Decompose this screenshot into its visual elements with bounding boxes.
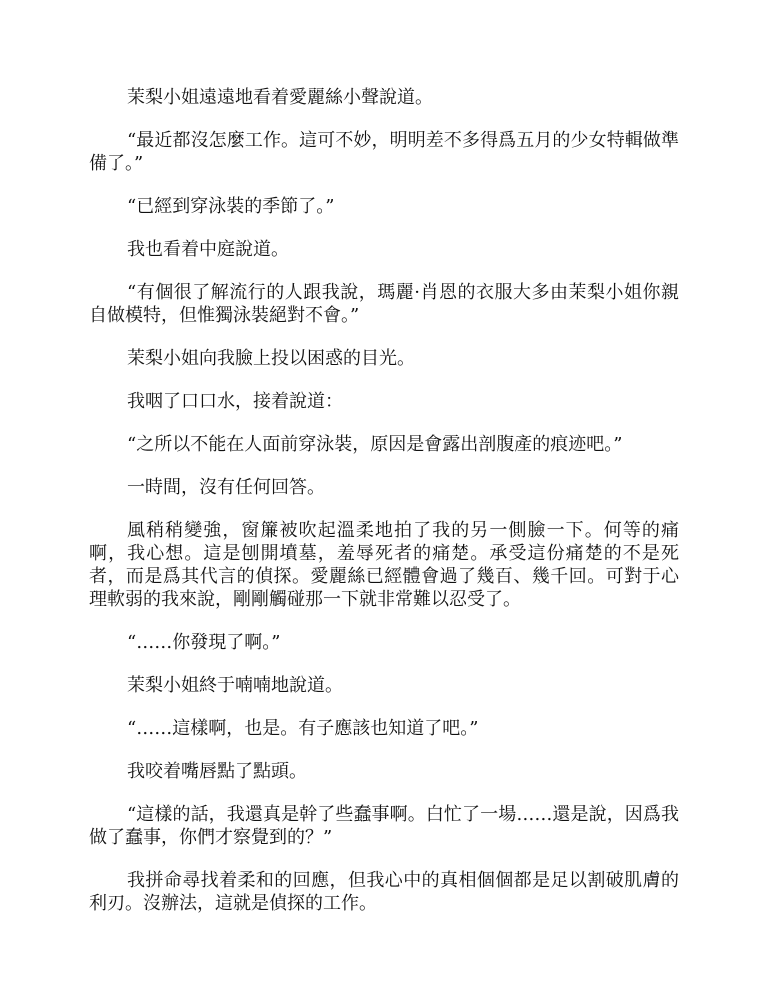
- text-body: [89, 86, 679, 935]
- paragraph: “已經到穿泳裝的季節了。”: [127, 196, 335, 217]
- paragraph: 我拼命尋找着柔和的回應，但我心中的真相個個都是足以割破肌膚的利刃。沒辦法，這就是偵探的工作。: [89, 870, 679, 914]
- paragraph: 茉梨小姐向我臉上投以困惑的目光。: [127, 348, 415, 369]
- paragraph: “有個很了解流行的人跟我說，瑪麗·肖恩的衣服大多由茉梨小姐你親自做模特，但惟獨泳裝絕對不會。”: [89, 282, 679, 326]
- paragraph: 我也看着中庭說道。: [127, 239, 289, 260]
- paragraph: 茉梨小姐終于喃喃地說道。: [127, 675, 343, 696]
- paragraph: “……這樣啊，也是。有子應該也知道了吧。”: [127, 718, 479, 739]
- paragraph: “這樣的話，我還真是幹了些蠢事啊。白忙了一場……還是說，因爲我做了蠢事，你們才察覺到的？”: [89, 804, 679, 848]
- paragraph: “……你發現了啊。”: [127, 632, 281, 653]
- paragraph: “之所以不能在人面前穿泳裝，原因是會露出剖腹產的痕迹吧。”: [127, 434, 623, 455]
- paragraph: 風稍稍變強，窗簾被吹起溫柔地拍了我的另一側臉一下。何等的痛啊，我心想。這是刨開墳墓，羞辱死者的痛楚。承受這份痛楚的不是死者，而是爲其代言的偵探。愛麗絲已經體會過了幾百、幾千回。可對于心理軟弱的我來說，剛剛觸碰那一下就非常難以忍受了。: [89, 520, 679, 610]
- paragraph: “最近都沒怎麼工作。這可不妙，明明差不多得爲五月的少女特輯做準備了。”: [89, 130, 679, 174]
- paragraph: 茉梨小姐遠遠地看着愛麗絲小聲說道。: [127, 87, 433, 108]
- paragraph: 我咽了口口水，接着說道：: [127, 391, 343, 412]
- paragraph: 一時間，沒有任何回答。: [127, 477, 325, 498]
- paragraph: 我咬着嘴唇點了點頭。: [127, 761, 307, 782]
